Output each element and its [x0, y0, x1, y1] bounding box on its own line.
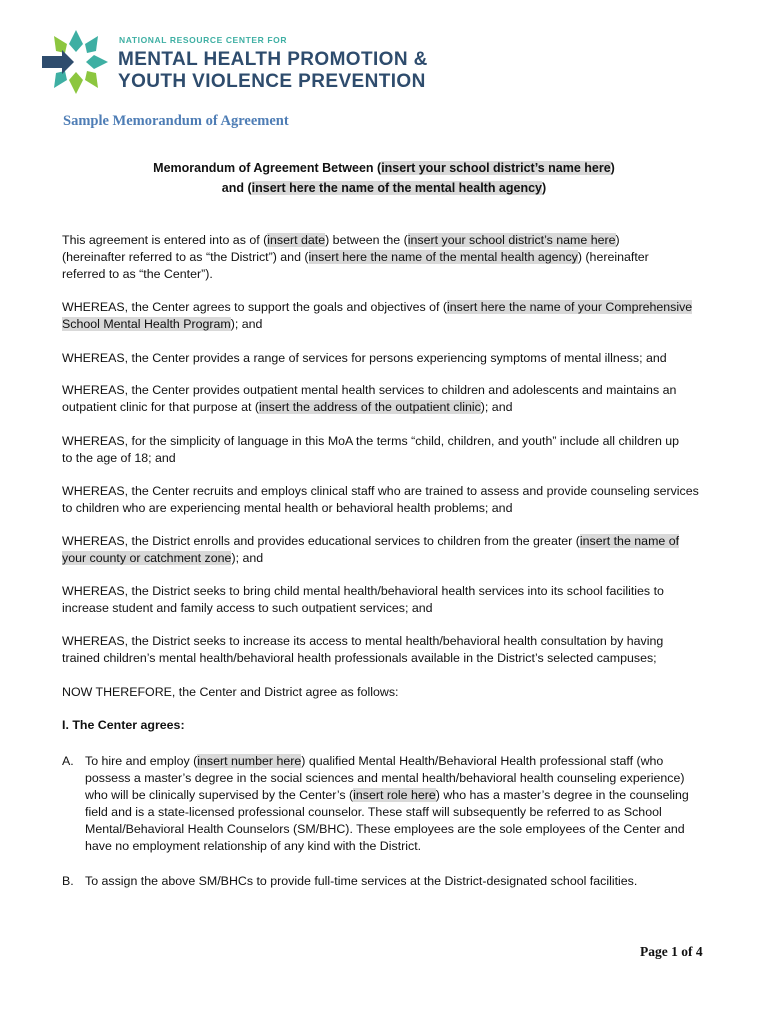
placeholder-highlight: insert here the name of the mental health agency: [251, 181, 543, 195]
whereas-paragraph: WHEREAS, the Center provides a range of services for persons experiencing symptoms of mental illness; and: [62, 351, 667, 365]
org-logo: [40, 26, 440, 100]
list-item: To hire and employ (insert number here) qualified Mental Health/Behavioral Health professional staff (who possess a master’s degree in the social sciences and mental health/behavioral health counseling experience) who will be clinically supervised by the Center’s (insert role here) who has a master’s degree in the counseling field and is a state-licensed professional counselor. These staff will subsequently be referred to as School Mental/Behavioral Health Counselors (SM/BHC). These employees are the sole employees of the Center and have no employment relationship of any kind with the District.: [85, 754, 689, 853]
placeholder-highlight: School Mental Health Program: [62, 317, 231, 331]
document-title: Sample Memorandum of Agreement: [63, 113, 289, 129]
agreement-heading-line1: Memorandum of Agreement Between (insert your school district’s name here): [153, 161, 615, 175]
org-name-line2: YOUTH VIOLENCE PREVENTION: [118, 71, 426, 92]
whereas-paragraph: WHEREAS, for the simplicity of language in this MoA the terms “child, children, and youth” include all children up to the age of 18; and: [62, 434, 680, 465]
whereas-paragraph: WHEREAS, the Center recruits and employs clinical staff who are trained to assess and provide counseling services to children who are experiencing mental health or behavioral health problems; and: [62, 484, 699, 515]
whereas-paragraph: WHEREAS, the Center agrees to support the goals and objectives of (insert here the name of your Comprehensive School Mental Health Program); and: [62, 300, 693, 331]
placeholder-highlight: insert your school district’s name here: [407, 233, 616, 247]
placeholder-highlight: insert the address of the outpatient clinic: [259, 400, 481, 414]
placeholder-highlight: insert date: [267, 233, 326, 247]
whereas-paragraph: WHEREAS, the District enrolls and provides educational services to children from the greater (insert the name of your county or catchment zone); and: [62, 534, 680, 565]
placeholder-highlight: insert here the name of the mental health agency: [308, 250, 578, 264]
org-tagline: NATIONAL RESOURCE CENTER FOR: [119, 35, 288, 45]
section-heading: I. The Center agrees:: [62, 718, 185, 732]
placeholder-highlight: insert role here: [353, 788, 436, 802]
whereas-paragraph: WHEREAS, the District seeks to increase its access to mental health/behavioral health consultation by having trained children’s mental health/behavioral health professionals available in the District’s selected campuses;: [62, 634, 664, 665]
star-arrows-icon: [40, 26, 112, 98]
org-name-line1: MENTAL HEALTH PROMOTION &: [118, 49, 428, 70]
placeholder-highlight: your county or catchment zone: [62, 551, 232, 565]
list-item-label: A.: [62, 754, 74, 768]
agreement-heading-line2: and (insert here the name of the mental health agency): [221, 181, 547, 195]
list-item: To assign the above SM/BHCs to provide full-time services at the District-designated school facilities.: [85, 874, 638, 888]
placeholder-highlight: insert number here: [197, 754, 302, 768]
whereas-paragraph: WHEREAS, the District seeks to bring child mental health/behavioral health services into its school facilities to increase student and family access to such outpatient services; and: [62, 584, 664, 615]
placeholder-highlight: insert here the name of your Comprehensive: [447, 300, 693, 314]
intro-paragraph: This agreement is entered into as of (insert date) between the (insert your school district’s name here) (hereinafter referred to as “the District”) and (insert here the name of the mental health agency) (hereinafter referred to as “the Center”).: [62, 233, 649, 281]
list-item-label: B.: [62, 874, 74, 888]
whereas-paragraph: WHEREAS, the Center provides outpatient mental health services to children and adolescents and maintains an outpatient clinic for that purpose at (insert the address of the outpatient clinic); and: [62, 383, 677, 414]
now-therefore-paragraph: NOW THEREFORE, the Center and District agree as follows:: [62, 685, 399, 699]
page-number: Page 1 of 4: [640, 944, 703, 959]
placeholder-highlight: insert the name of: [579, 534, 680, 548]
placeholder-highlight: insert your school district’s name here: [381, 161, 611, 175]
